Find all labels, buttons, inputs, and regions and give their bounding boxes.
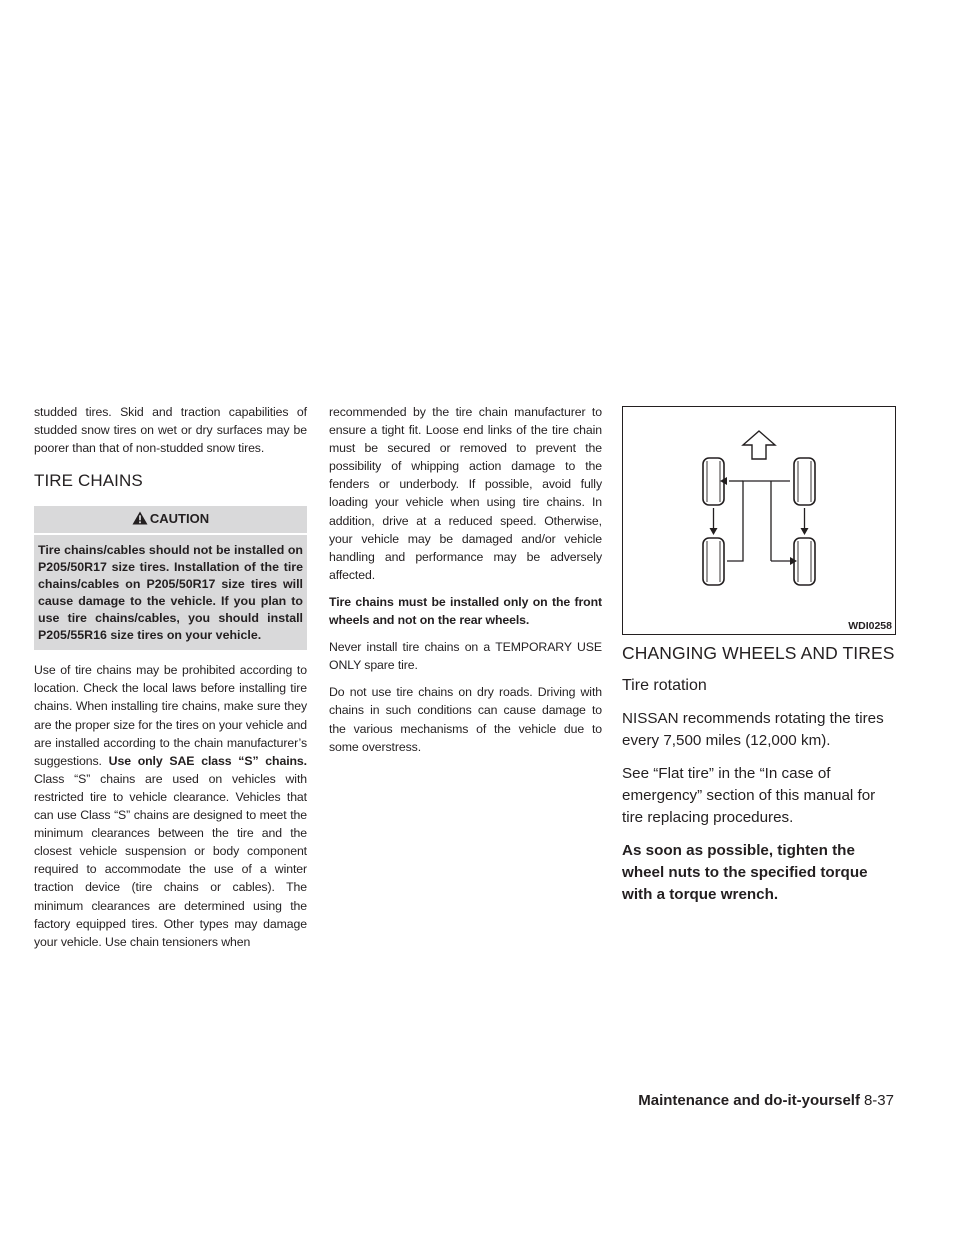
caution-header <box>34 506 307 535</box>
chains-paragraph-bold: Use only SAE class “S” chains. <box>108 753 307 768</box>
flat-tire-paragraph: See “Flat tire” in the “In case of emergency” section of this manual for tire replacing procedures. <box>622 765 876 826</box>
right-column <box>622 403 896 917</box>
spare-tire-paragraph: Never install tire chains on a TEMPORARY USE ONLY spare tire. <box>329 640 602 673</box>
rotation-paragraph: NISSAN recommends rotating the tires every 7,500 miles (12,000 km). <box>622 710 884 749</box>
tire-rotation-illustration <box>623 407 895 634</box>
front-wheels-warning: Tire chains must be installed only on the front wheels and not on the rear wheels. <box>329 594 602 628</box>
figure-code: WDI0258 <box>848 620 892 632</box>
intro-paragraph: studded tires. Skid and traction capabilities of studded snow tires on wet or dry surfaces may be poorer than that of non-studded snow tires. <box>34 405 307 456</box>
changing-wheels-heading: CHANGING WHEELS AND TIRES <box>622 643 895 663</box>
left-column <box>34 403 307 960</box>
tire-chains-heading: TIRE CHAINS <box>34 471 143 491</box>
footer-section-title: Maintenance and do-it-yourself <box>638 1092 860 1109</box>
torque-warning: As soon as possible, tighten the wheel nuts to the specified torque with a torque wrench. <box>622 842 868 903</box>
tire-rotation-subheading: Tire rotation <box>622 677 707 694</box>
page-footer <box>638 1092 894 1109</box>
tensioners-paragraph: recommended by the tire chain manufacturer to ensure a tight fit. Loose end links of the tire chain must be secured or removed to prevent the possibility of whipping action damage to the fenders or underbody. If possible, avoid fully loading your vehicle when using tire chains. In addition, drive at a reduced speed. Otherwise, your vehicle may be damaged and/or vehicle handling and performance may be adversely affected. <box>329 405 602 582</box>
tire-rotation-diagram <box>622 406 896 635</box>
footer-page-number: 8-37 <box>863 1092 894 1109</box>
caution-title: CAUTION <box>149 511 210 527</box>
chains-paragraph-b: Class “S” chains are used on vehicles with restricted tire to vehicle clearance. Vehicles that can use Class “S” chains are designed to meet the minimum clearances between the tire and the closest vehicle suspension or body component required to accommodate the use of a winter traction device (tire chains or cables). The minimum clearances are determined using the factory equipped tires. Other types may damage your vehicle. Use chain tensioners when <box>34 771 307 949</box>
warning-icon <box>132 511 148 528</box>
dry-roads-paragraph: Do not use tire chains on dry roads. Driving with chains in such conditions can cause damage to the various mechanisms of the vehicle due to some overstress. <box>329 685 602 754</box>
chains-paragraph <box>34 661 307 951</box>
middle-column <box>329 403 602 765</box>
chains-paragraph-a: Use of tire chains may be prohibited according to location. Check the local laws before installing tire chains. When installing tire chains, make sure they are the proper size for the tires on your vehicle and are installed according to the chain manufacturer’s suggestions. <box>34 663 307 768</box>
caution-text: Tire chains/cables should not be installed on P205/50R17 size tires. Installation of the tire chains/cables on P205/50R17 size tires will cause damage to the vehicle. If you plan to use tire chains/cables, you should install P205/55R16 size tires on your vehicle. <box>38 543 303 643</box>
caution-box <box>34 506 307 650</box>
